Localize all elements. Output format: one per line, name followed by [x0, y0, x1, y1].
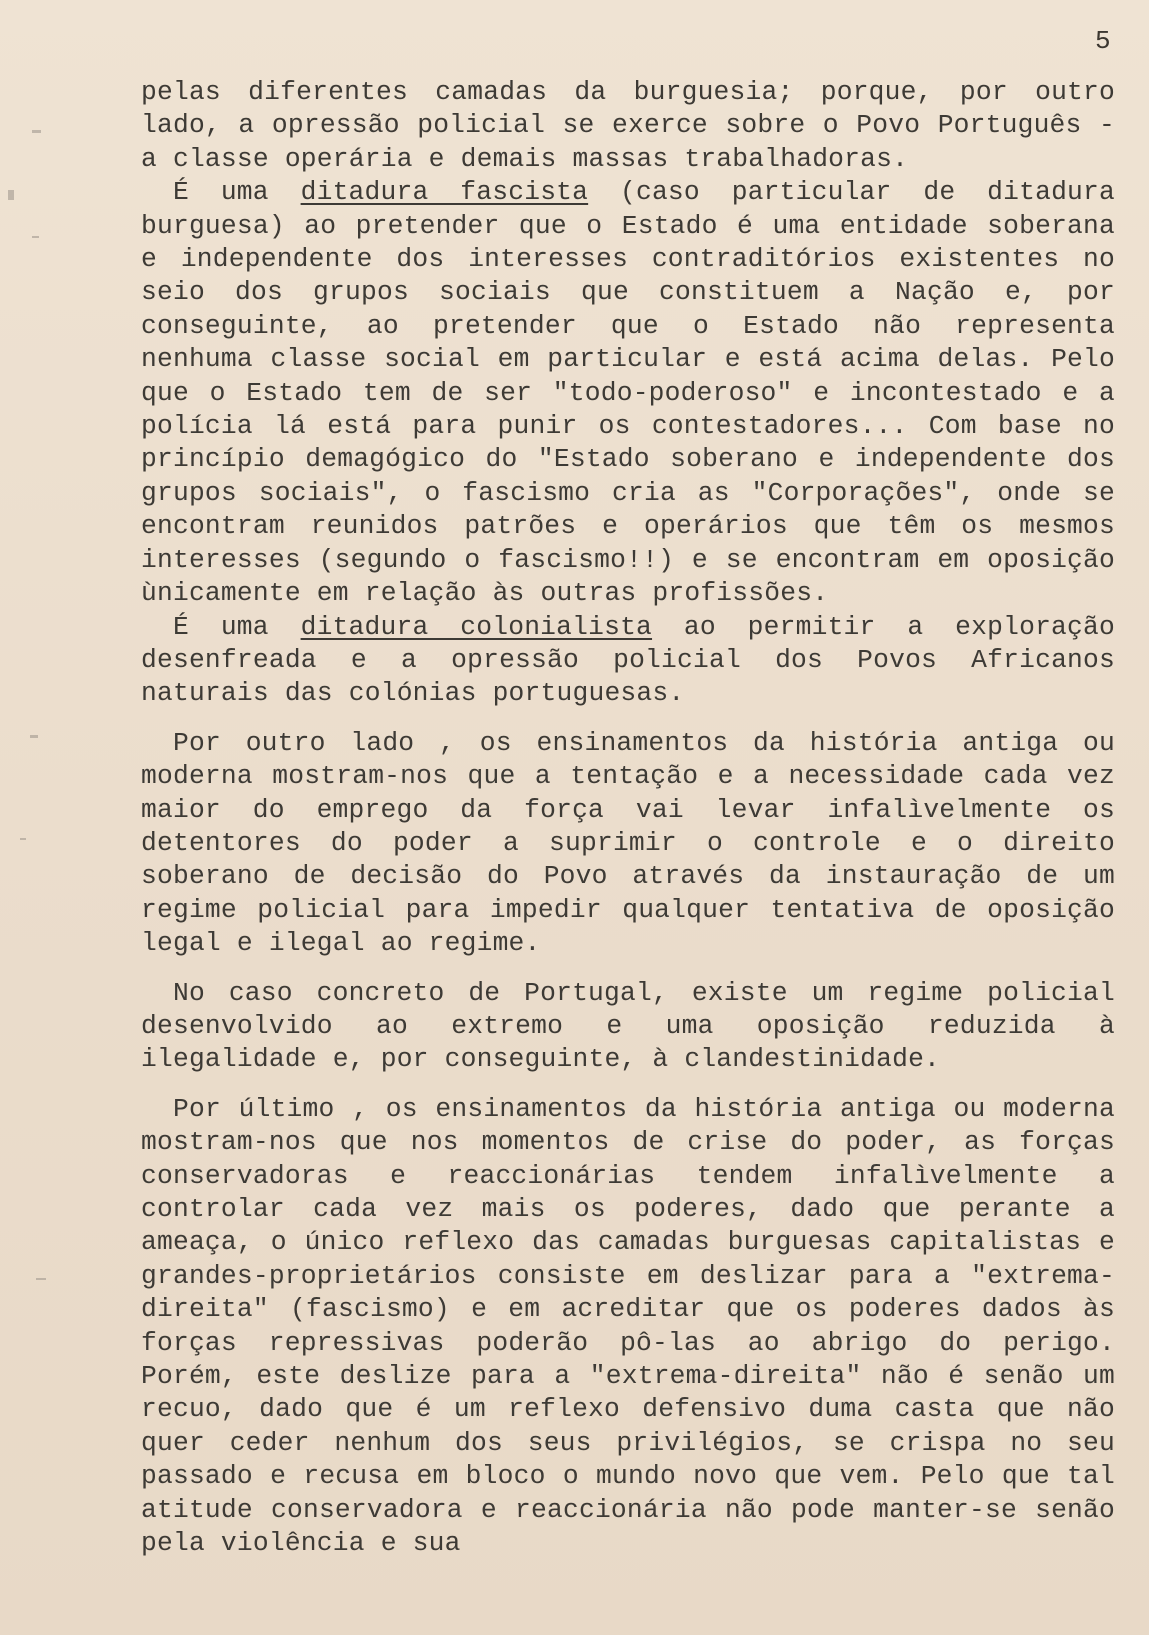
text-segment: ao permitir a exploração desenfreada e a opressão policial dos Povos Africanos naturais das colónias portuguesas. — [141, 611, 1115, 709]
paragraph — [141, 727, 1115, 961]
text-segment: No caso concreto de Portugal, existe um regime policial desenvolvido ao extremo e uma oposição reduzida à ilegalidade e, por conseguinte, à clandestinidade. — [141, 977, 1115, 1075]
text-segment: pelas diferentes camadas da burguesia; porque, por outro lado, a opressão policial se exerce sobre o Povo Português - a classe operária e demais massas trabalhadoras. — [141, 77, 1115, 174]
text-segment: É uma — [173, 177, 301, 208]
punch-mark — [30, 735, 38, 738]
text-segment: Por outro lado , os ensinamentos da história antiga ou moderna mostram-nos que a tentação e a necessidade cada vez maior do emprego da força vai levar infalìvelmente os detentores do poder a suprimir o controle e o direito soberano de decisão do Povo através da instauração de um regime policial para impedir qualquer tentativa de oposição legal e ilegal ao regime. — [141, 727, 1115, 959]
underlined-term: ditadura colonialista — [300, 611, 653, 642]
page-number: 5 — [1095, 26, 1111, 56]
paragraph — [141, 176, 1115, 610]
text-segment: É uma — [173, 611, 301, 642]
document-body — [141, 76, 1115, 1560]
paragraph — [141, 977, 1115, 1077]
punch-mark — [36, 1278, 46, 1280]
underlined-term: ditadura fascista — [300, 177, 589, 208]
punch-mark — [8, 190, 14, 200]
punch-mark — [20, 838, 26, 840]
paragraph — [141, 76, 1115, 176]
paragraph — [141, 1093, 1115, 1561]
paragraph — [141, 611, 1115, 711]
text-segment: Por último , os ensinamentos da história antiga ou moderna mostram-nos que nos momentos de crise do poder, as forças conservadoras e reaccionárias tendem infalìvelmente a controlar cada vez mais os poderes, dado que perante a ameaça, o único reflexo das camadas burguesas capitalistas e grandes-proprietários consiste em deslizar para a "extrema-direita" (fascismo) e em acreditar que os poderes dados às forças repressivas poderão pô-las ao abrigo do perigo. Porém, este deslize para a "extrema-direita" não é senão um recuo, dado que é um reflexo defensivo duma casta que não quer ceder nenhum dos seus privilégios, se crispa no seu passado e recusa em bloco o mundo novo que vem. Pelo que tal atitude conservadora e reaccionária não pode manter-se senão pela violência e sua — [141, 1093, 1115, 1559]
punch-mark — [32, 130, 41, 133]
punch-mark — [32, 236, 39, 238]
text-segment: (caso particular de ditadura burguesa) ao pretender que o Estado é uma entidade soberana e independente dos interesses contraditórios existentes no seio dos grupos sociais que constituem a Nação e, por conseguinte, ao pretender que o Estado não representa nenhuma classe social em particular e está acima delas. Pelo que o Estado tem de ser "todo-poderoso" e incontestado e a polícia lá está para punir os contestadores... Com base no princípio demagógico do "Estado soberano e independente dos grupos sociais", o fascismo cria as "Corporações", onde se encontram reunidos patrões e operários que têm os mesmos interesses (segundo o fascismo!!) e se encontram em oposição ùnicamente em relação às outras profissões. — [141, 177, 1116, 609]
